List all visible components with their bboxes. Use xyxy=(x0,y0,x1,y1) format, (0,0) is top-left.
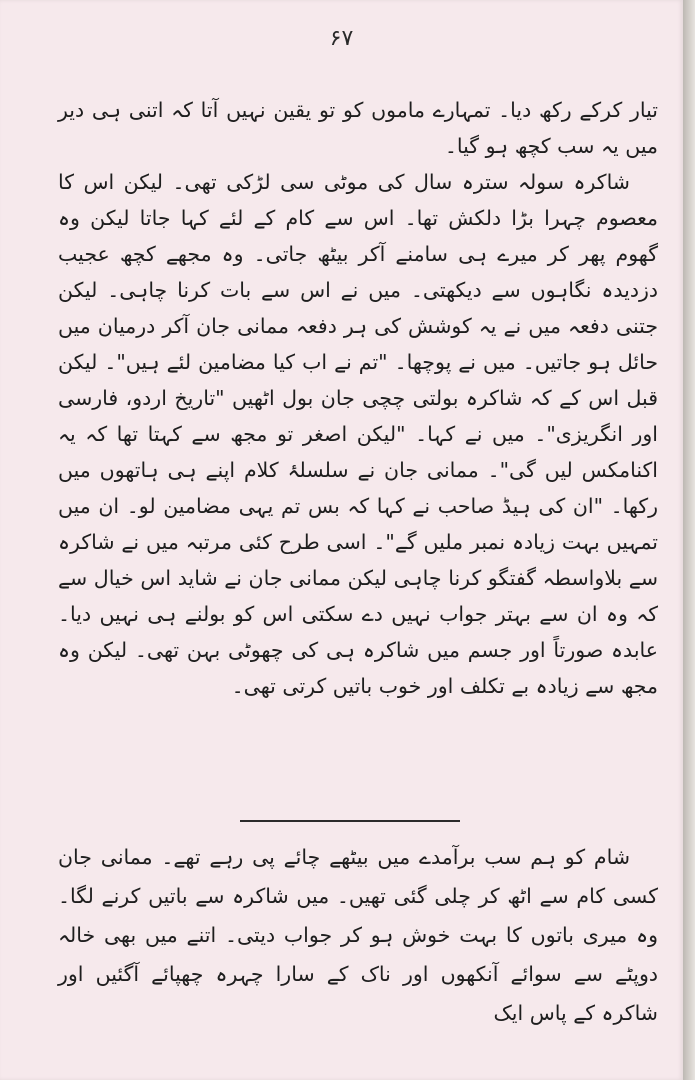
text-section-top xyxy=(58,92,658,704)
page-edge xyxy=(683,0,695,1080)
section-divider xyxy=(240,820,460,822)
page-number: ۶۷ xyxy=(329,26,354,51)
text-section-bottom xyxy=(58,838,658,1033)
paragraph-3: شام کو ہم سب برآمدے میں بیٹھے چائے پی رہے تھے۔ ممانی جان کسی کام سے اٹھ کر چلی گئی تھیں۔ میں شاکرہ سے باتیں کرنے لگا۔ وہ میری باتوں کا بہت خوش ہو کر جواب دیتی۔ اتنے میں بھی خالہ دوپٹے سے سوائے آنکھوں اور ناک کے سارا چہرہ چھپائے آگئیں اور شاکرہ کے پاس ایک xyxy=(58,845,658,1025)
paragraph-1: تیار کرکے رکھ دیا۔ تمہارے ماموں کو تو یقین نہیں آتا کہ اتنی ہی دیر میں یہ سب کچھ ہو گیا۔ xyxy=(58,98,658,158)
paragraph-2: شاکرہ سولہ سترہ سال کی موٹی سی لڑکی تھی۔ لیکن اس کا معصوم چہرا بڑا دلکش تھا۔ اس سے کام کے لئے کہا جاتا لیکن وہ گھوم پھر کر میرے ہی سامنے آکر بیٹھ جاتی۔ وہ مجھے کچھ عجیب دزدیدہ نگاہوں سے دیکھتی۔ میں نے اس سے بات کرنا چاہی۔ لیکن جتنی دفعہ میں نے یہ کوشش کی ہر دفعہ ممانی جان آکر درمیان میں حائل ہو جاتیں۔ میں نے پوچھا۔ "تم نے اب کیا مضامین لئے ہیں"۔ لیکن قبل اس کے کہ شاکرہ بولتی چچی جان بول اٹھیں "تاریخ اردو، فارسی اور انگریزی"۔ میں نے کہا۔ "لیکن اصغر تو مجھ سے کہتا تھا کہ یہ اکنامکس لیں گی"۔ ممانی جان نے سلسلۂ کلام اپنے ہی ہاتھوں میں رکھا۔ "ان کی ہیڈ صاحب نے کہا کہ بس تم یہی مضامین لو۔ ان میں تمہیں بہت زیادہ نمبر ملیں گے"۔ اسی طرح کئی مرتبہ میں نے شاکرہ سے بلاواسطہ گفتگو کرنا چاہی لیکن ممانی جان نے شاید اس خیال سے کہ وہ ان سے بہتر جواب نہیں دے سکتی اس کو بولنے ہی نہیں دیا۔ عابدہ صورتاً اور جسم میں شاکرہ ہی کی چھوٹی بہن تھی۔ لیکن وہ مجھ سے زیادہ بے تکلف اور خوب باتیں کرتی تھی۔ xyxy=(58,170,658,698)
